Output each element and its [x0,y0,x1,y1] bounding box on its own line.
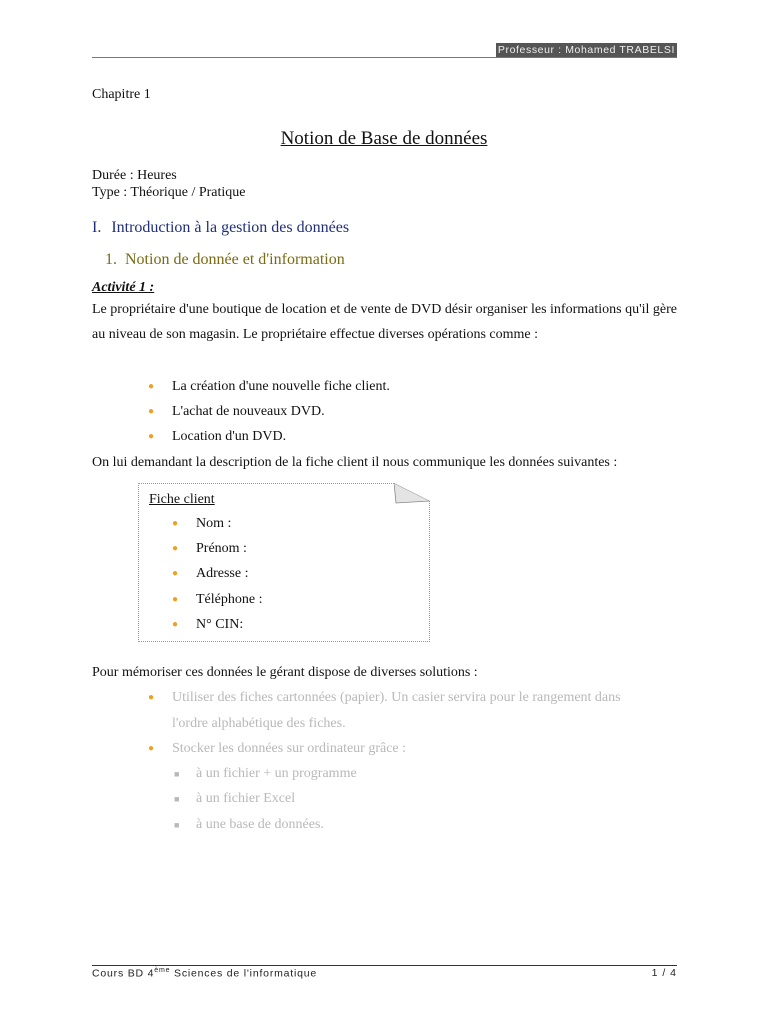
solutions-intro: Pour mémoriser ces données le gérant dispose de diverses solutions : [92,665,478,680]
activity-label: Activité 1 : [92,280,155,295]
list-item: ● Stocker les données sur ordinateur grâce : [148,741,407,756]
footer-course: Cours BD 4ème Sciences de l'informatique [92,967,318,980]
list-item: ● La création d'une nouvelle fiche client. [148,379,390,394]
subsection-title: Notion de donnée et d'information [125,251,345,268]
list-item: ● Nom : [172,516,232,531]
section-heading [92,219,349,237]
list-item: ● Prénom : [172,541,247,556]
bullet-icon: ● [172,619,179,630]
page-number: 1 / 4 [651,967,677,979]
description-sentence: On lui demandant la description de la fiche client il nous communique les données suivantes : [92,455,618,470]
bullet-icon: ● [148,743,155,754]
sub-list-item: ■ à un fichier + un programme [174,766,357,781]
list-item: ● Location d'un DVD. [148,429,287,444]
duration-line: Durée : Heures [92,168,177,183]
subsection-heading [105,251,345,269]
subsection-number: 1. [105,251,117,268]
intro-paragraph: Le propriétaire d'une boutique de location et de vente de DVD désir organiser les informations qu'il gère au niveau de son magasin. Le propriétaire effectue diverses opérations comme : [92,302,677,342]
page-title: Notion de Base de données [280,128,488,149]
list-item-continuation: l'ordre alphabétique des fiches. [172,716,346,731]
bullet-icon: ● [172,518,179,529]
bullet-icon: ● [148,381,155,392]
list-item: ● N° CIN: [172,617,244,632]
section-title: Introduction à la gestion des données [111,219,350,236]
list-item: ● Adresse : [172,566,249,581]
author-badge: Professeur : Mohamed TRABELSI [497,44,675,56]
square-bullet-icon: ■ [174,794,180,804]
square-bullet-icon: ■ [174,769,180,779]
bullet-icon: ● [172,594,179,605]
type-line: Type : Théorique / Pratique [92,185,246,200]
list-item: ● L'achat de nouveaux DVD. [148,404,325,419]
footer-rule [92,965,677,966]
folded-corner-icon [394,483,430,505]
sub-list-item: ■ à un fichier Excel [174,791,296,806]
fiche-title: Fiche client [149,492,215,507]
sub-list-item: ■ à une base de données. [174,817,324,832]
section-number: I. [92,219,102,236]
bullet-icon: ● [172,568,179,579]
list-item: ● Téléphone : [172,592,263,607]
bullet-icon: ● [172,543,179,554]
bullet-icon: ● [148,692,155,703]
list-item: ● Utiliser des fiches cartonnées (papier). Un casier servira pour le rangement dans [148,690,621,705]
chapter-label: Chapitre 1 [92,87,151,102]
bullet-icon: ● [148,431,155,442]
header-rule [92,57,677,58]
square-bullet-icon: ■ [174,820,180,830]
bullet-icon: ● [148,406,155,417]
